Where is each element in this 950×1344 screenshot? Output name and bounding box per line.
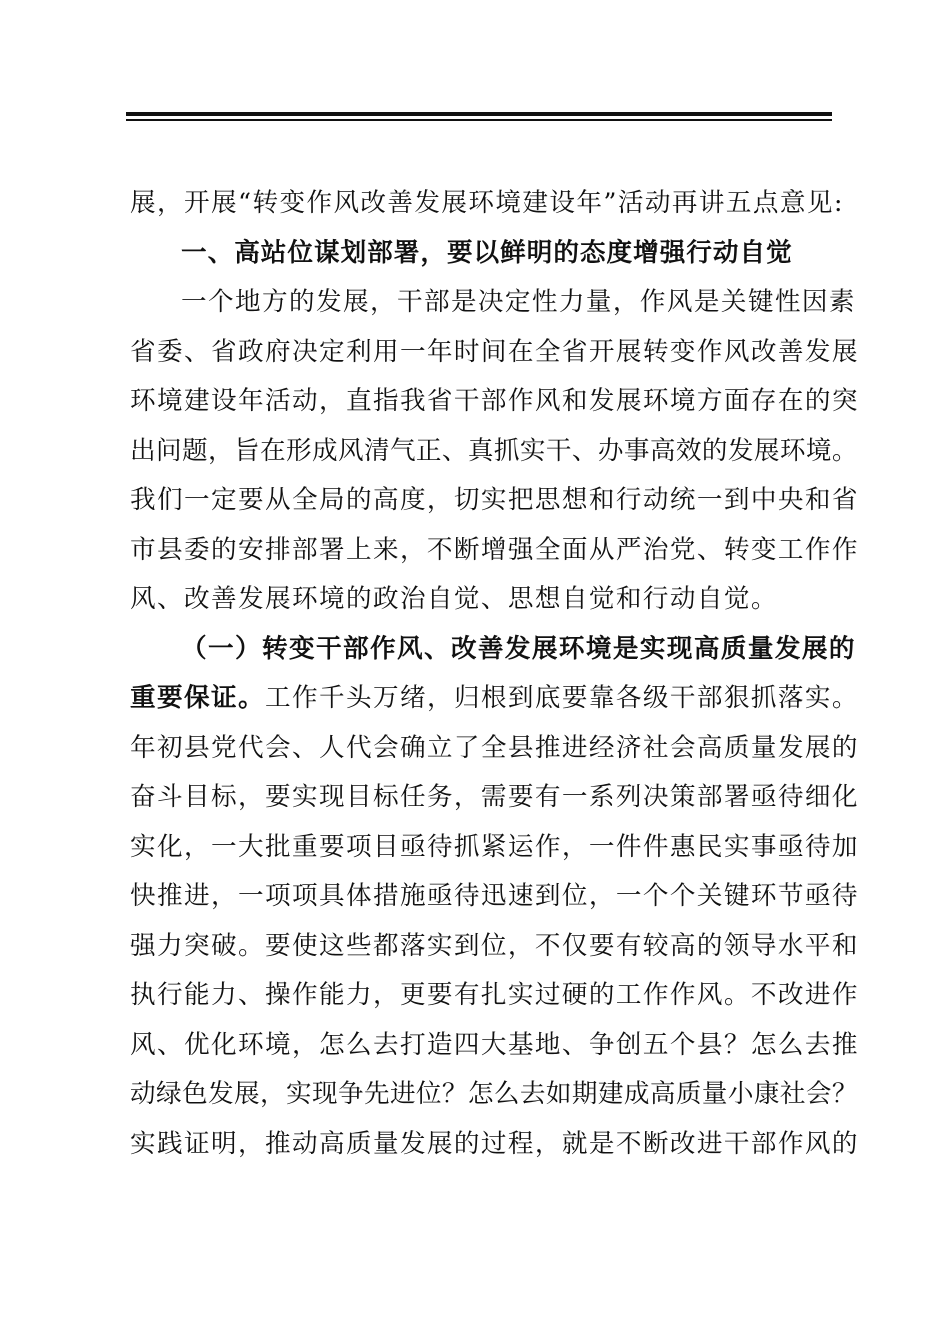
paragraph-line: 风、优化环境，怎么去打造四大基地、争创五个县？怎么去推 [130,1029,859,1060]
paragraph-line [130,674,859,724]
paragraph-line: 市县委的安排部署上来，不断增强全面从严治党、转变工作作 [130,534,859,565]
paragraph-text: 工作千头万绪，归根到底要靠各级干部狠抓落实。 [264,683,859,713]
paragraph-line: 实化，一大批重要项目亟待抓紧运作，一件件惠民实事亟待加 [130,831,859,862]
paragraph-line: 我们一定要从全局的高度，切实把思想和行动统一到中央和省 [130,485,859,515]
paragraph-line: 风、改善发展环境的政治自觉、思想自觉和行动自觉。 [130,584,778,614]
section-heading: 一、高站位谋划部署，要以鲜明的态度增强行动自觉 [181,237,793,268]
paragraph-line: 强力突破。要使这些都落实到位，不仅要有较高的领导水平和 [130,930,859,961]
paragraph-line: 动绿色发展，实现争先进位？怎么去如期建成高质量小康社会？ [130,1079,858,1109]
paragraph-line: 快推进，一项项具体措施亟待迅速到位，一个个关键环节亟待 [130,881,859,911]
paragraph-line: 展，开展“转变作风改善发展环境建设年”活动再讲五点意见: [130,188,844,218]
subsection-heading: （一）转变干部作风、改善发展环境是实现高质量发展的 [181,633,856,664]
paragraph-line: 省委、省政府决定利用一年时间在全省开展转变作风改善发展 [130,336,859,367]
paragraph-line: 奋斗目标，要实现目标任务，需要有一系列决策部署亟待细化 [130,782,859,812]
paragraph-line: 出问题，旨在形成风清气正、真抓实干、办事高效的发展环境。 [130,435,858,466]
paragraph-line: 一个地方的发展，干部是决定性力量，作风是关键性因素 [181,287,856,317]
document-body [130,179,859,1169]
paragraph-line: 环境建设年活动，直指我省干部作风和发展环境方面存在的突 [130,386,859,416]
paragraph-line: 实践证明，推动高质量发展的过程，就是不断改进干部作风的 [130,1128,859,1159]
subsection-heading-end: 重要保证。 [130,683,265,713]
paragraph-line: 年初县党代会、人代会确立了全县推进经济社会高质量发展的 [130,732,859,763]
header-rule-thin [126,119,832,121]
header-rule-thick [126,112,832,116]
paragraph-line: 执行能力、操作能力，更要有扎实过硬的工作作风。不改进作 [130,980,859,1010]
